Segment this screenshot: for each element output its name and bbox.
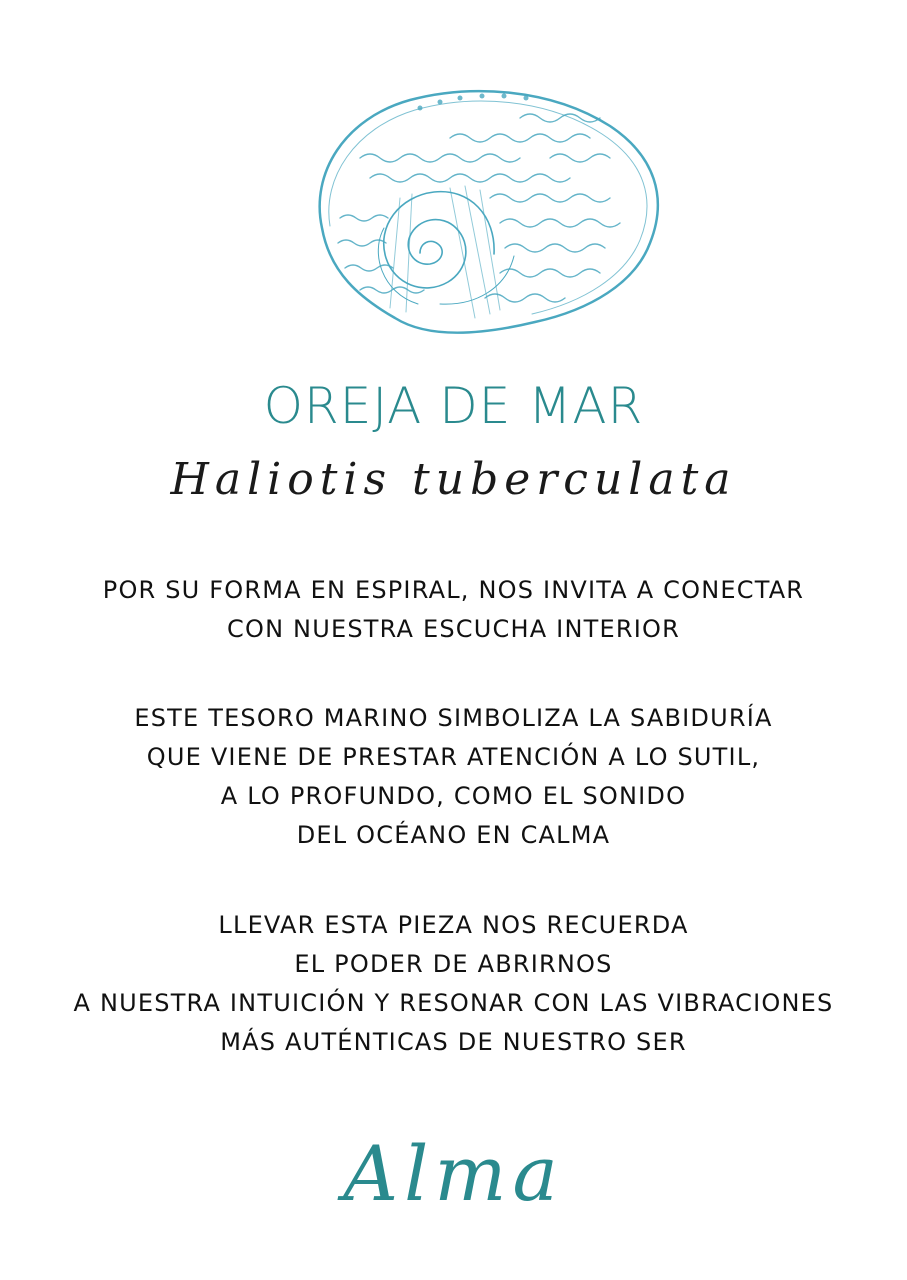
text-line: A NUESTRA INTUICIÓN Y RESONAR CON LAS VIBRACIONES — [73, 989, 834, 1017]
text-line: EL PODER DE ABRIRNOS — [294, 950, 613, 978]
paragraph-intuition — [0, 906, 907, 1062]
text-line: POR SU FORMA EN ESPIRAL, NOS INVITA A CONECTAR — [102, 576, 805, 604]
page-title: OREJA DE MAR — [263, 377, 644, 435]
text-line: CON NUESTRA ESCUCHA INTERIOR — [227, 615, 680, 643]
text-line: LLEVAR ESTA PIEZA NOS RECUERDA — [218, 911, 689, 939]
abalone-shell-icon — [300, 78, 670, 346]
scientific-name: Haliotis tuberculata — [170, 454, 737, 505]
paragraph-spiral — [0, 571, 907, 649]
text-line: MÁS AUTÉNTICAS DE NUESTRO SER — [220, 1028, 687, 1056]
text-line: DEL OCÉANO EN CALMA — [296, 821, 611, 849]
brand-signature: Alma — [343, 1129, 564, 1218]
text-line: QUE VIENE DE PRESTAR ATENCIÓN A LO SUTIL, — [146, 743, 761, 771]
text-line: A LO PROFUNDO, COMO EL SONIDO — [220, 782, 687, 810]
text-line: ESTE TESORO MARINO SIMBOLIZA LA SABIDURÍA — [134, 704, 773, 732]
paragraph-wisdom — [0, 699, 907, 855]
